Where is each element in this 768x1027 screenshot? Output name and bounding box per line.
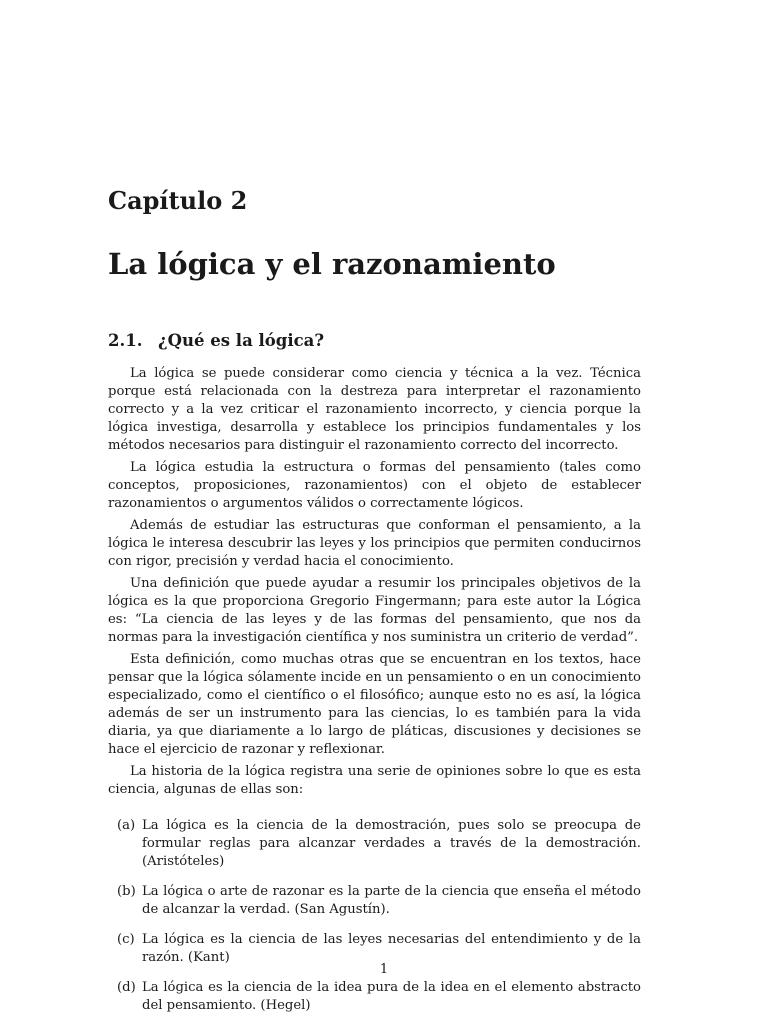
page-number: 1: [379, 962, 389, 977]
paragraph: Esta definición, como muchas otras que se encuentran en los textos, hace pensar que la lógica sólamente incide en un pensamiento o en un conocimiento especializado, como el científico o el filosófico; aunque esto no es así, la lógica además de ser un instrumento para las ciencias, lo es también para la vida diaria, ya que diariamente a lo largo de pláticas, discusiones y decisiones se hace el ejercicio de razonar y reflexionar.: [108, 652, 641, 757]
list-item-text: La lógica es la ciencia de las leyes necesarias del entendimiento y de la razón. (Kant): [142, 932, 641, 965]
list-item-text: La lógica es la ciencia de la idea pura de la idea en el elemento abstracto del pensamiento. (Hegel): [142, 980, 641, 1013]
list-item: [108, 979, 641, 1015]
paragraph: La lógica se puede considerar como ciencia y técnica a la vez. Técnica porque está relacionada con la destreza para interpretar el razonamiento correcto y a la vez criticar el razonamiento incorrecto, y ciencia porque la lógica investiga, desarrolla y establece los principios fundamentales y los métodos necesarios para distinguir el razonamiento correcto del incorrecto.: [108, 366, 641, 453]
definitions-list: [108, 817, 641, 1015]
paragraph: Además de estudiar las estructuras que conforman el pensamiento, a la lógica le interesa descubrir las leyes y los principios que permiten conducirnos con rigor, precisión y verdad hacia el conocimiento.: [108, 518, 641, 569]
section-title: ¿Qué es la lógica?: [158, 331, 324, 350]
chapter-title: La lógica y el razonamiento: [108, 247, 556, 281]
chapter-label: Capítulo 2: [108, 186, 248, 215]
list-marker: (d): [117, 980, 136, 995]
list-item-text: La lógica es la ciencia de la demostración, pues solo se preocupa de formular reglas para alcanzar verdades a través de la demostración. (Aristóteles): [142, 818, 641, 869]
list-item: [108, 817, 641, 871]
section-number: 2.1.: [108, 331, 143, 350]
body-text: [108, 365, 641, 1027]
paragraph: La lógica estudia la estructura o formas del pensamiento (tales como conceptos, proposiciones, razonamientos) con el objeto de establecer razonamientos o argumentos válidos o correctamente lógicos.: [108, 460, 641, 511]
list-marker: (a): [117, 818, 136, 833]
list-marker: (c): [117, 932, 135, 947]
section-heading: [108, 331, 324, 350]
list-item-text: La lógica o arte de razonar es la parte de la ciencia que enseña el método de alcanzar la verdad. (San Agustín).: [142, 884, 641, 917]
paragraph: La historia de la lógica registra una serie de opiniones sobre lo que es esta ciencia, algunas de ellas son:: [108, 764, 641, 797]
paragraph: Una definición que puede ayudar a resumir los principales objetivos de la lógica es la que proporciona Gregorio Fingermann; para este autor la Lógica es: “La ciencia de las leyes y de las formas del pensamiento, que nos da normas para la investigación científica y nos suministra un criterio de verdad”.: [108, 576, 641, 645]
list-marker: (b): [117, 884, 136, 899]
list-item: [108, 883, 641, 919]
